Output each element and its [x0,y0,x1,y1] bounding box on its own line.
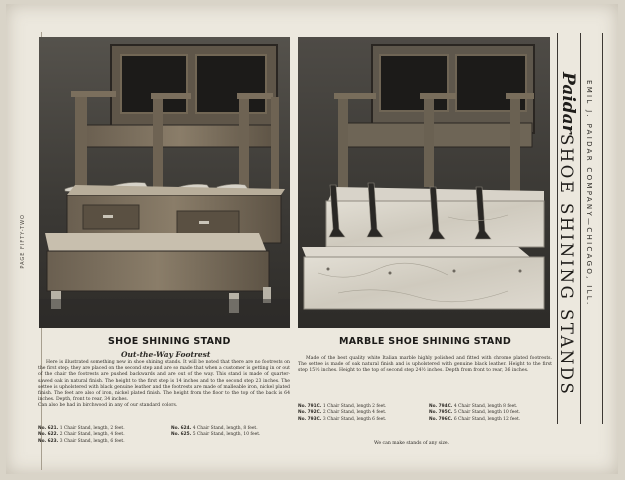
marble-stand-title: MARBLE SHOE SHINING STAND [339,336,512,347]
model-row: No. 621. 1 Chair Stand, length, 2 feet. [38,426,125,431]
marble-stand-photo [298,37,550,328]
oak-stand-title: SHOE SHINING STAND [108,336,231,347]
model-row: No. 623. 3 Chair Stand, length, 6 feet. [38,438,125,444]
title-strip-rule-right [602,33,603,424]
oak-models-col1 [38,426,125,445]
oak-stand-subtitle: Out-the-Way Footrest [121,350,211,359]
oak-stand-paragraph: Here is illustrated something new in shoe shining stands. It will be noted that there are no footrests on the first step; they are placed on the second step and are so made that when a customer is getting in or out of the chair the footrests are pushed backwards and are out of the way. This stand is made of quarter-sawed oak in natural finish. The height to the first step is 14 inches and to the second step 23 inches. The settee is upholstered with black genuine leather and the footrests are made of malleable iron, nickel plated finish. The feet are also of iron, nickel plated finish. The height from the floor to the top of the back is 64 inches. Depth, front to rear, 34 inches. [38,360,290,403]
custom-size-note: We can make stands of any size. [374,441,450,446]
model-row: No. 625. 5 Chair Stand, length, 10 feet. [171,432,261,438]
company-name: EMIL J. PAIDAR COMPANY—CHICAGO, ILL. [585,80,593,307]
model-row: No. 795C. 5 Chair Stand, length 10 feet. [429,410,521,416]
model-row: No. 622. 2 Chair Stand, length, 4 feet. [38,432,125,438]
oak-stand-photo [39,37,290,328]
marble-stand-description: Made of the best quality white Italian marble highly polished and fitted with chrome plated footrests. The settee is made of oak natural finish and is upholstered with genuine black leather. Height to the first step 15½ inches. Height to the top of second step 24½ inches. Depth from front to rear, 36 inches. [298,356,552,374]
model-row: No. 796C. 6 Chair Stand, length 12 feet. [429,416,521,422]
model-row: No. 793C. 3 Chair Stand, length 6 feet. [298,416,387,422]
page-number-label: PAGE FIFTY-TWO [20,214,26,269]
model-row: No. 791C. 1 Chair Stand, length 2 feet. [298,404,387,409]
model-row: No. 624. 4 Chair Stand, length, 8 feet. [171,426,258,431]
marble-models-col2 [429,404,520,423]
oak-stand-colors-note: Can also be had in birchwood in any of our standard colors. [38,403,178,409]
model-row: No. 792C. 2 Chair Stand, length 4 feet. [298,410,387,416]
oak-models-col2 [171,426,260,439]
catalog-title: SHOE SHINING STANDS [557,134,576,397]
marble-models-col1 [298,404,386,423]
paidar-logo: Paidar [558,72,578,134]
title-strip-rule-middle [580,33,581,424]
model-row: No. 794C. 4 Chair Stand, length 8 feet. [429,404,518,409]
oak-stand-description [38,360,290,410]
